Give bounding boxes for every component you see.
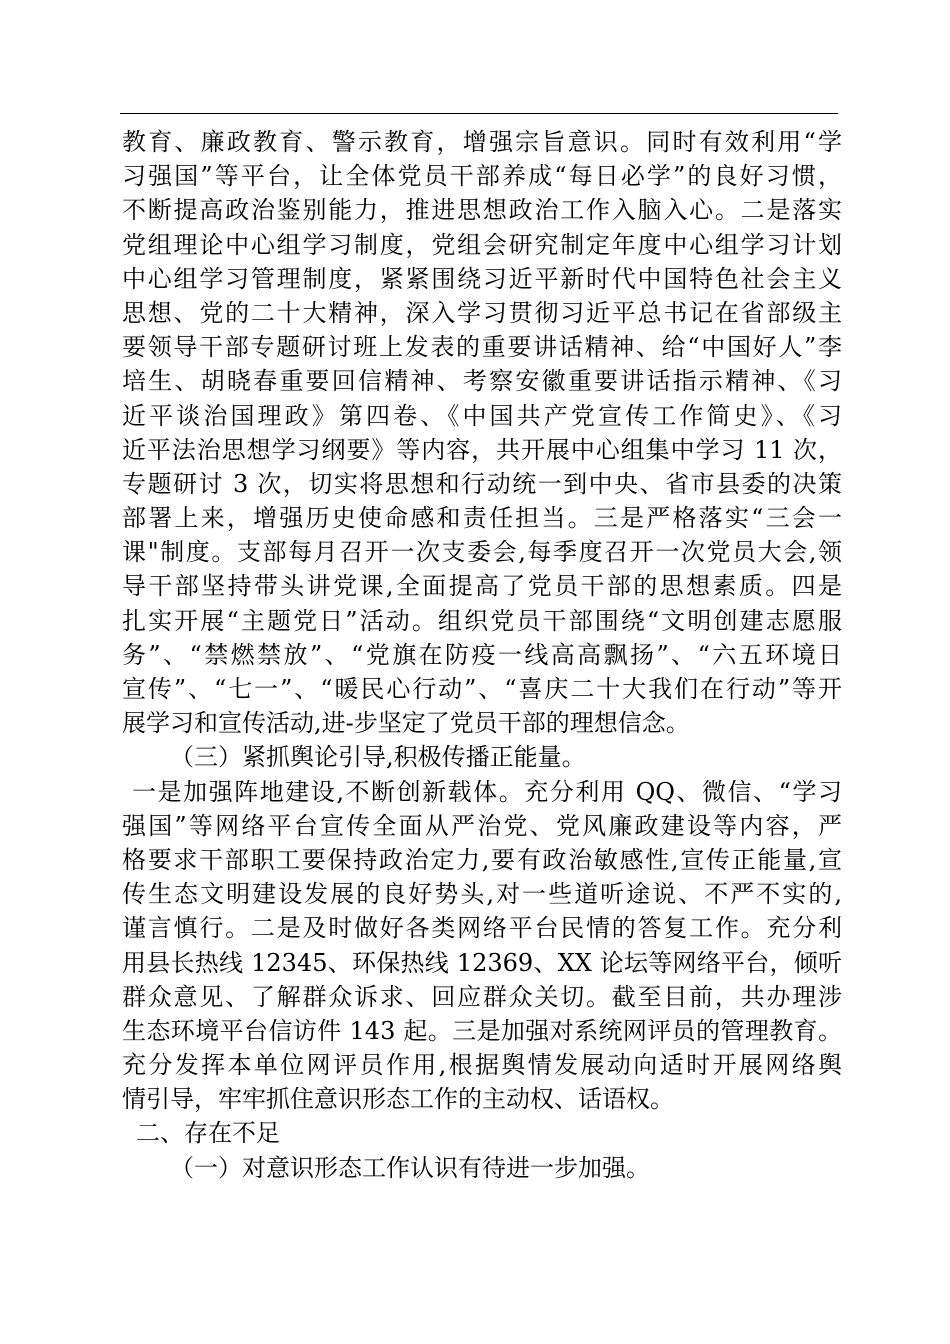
text-line: 用县长热线 12345、环保热线 12369、XX 论坛等网络平台，倾听 xyxy=(122,948,842,977)
text-line: 群众意见、了解群众诉求、回应群众关切。截至目前，共办理涉 xyxy=(122,982,842,1011)
text-line: 生态环境平台信访件 143 起。三是加强对系统网评员的管理教育。 xyxy=(122,1016,842,1045)
section-heading: 二、存在不足 xyxy=(136,1119,280,1148)
text-line: 一是加强阵地建设,不断创新载体。充分利用 QQ、微信、“学习 xyxy=(132,777,842,806)
text-line: 思想、党的二十大精神，深入学习贯彻习近平总书记在省部级主 xyxy=(122,298,842,327)
text-line: 宣传”、“七一”、“暖民心行动”、“喜庆二十大我们在行动”等开 xyxy=(122,675,842,703)
text-line: 近平谈治国理政》第四卷、《中国共产党宣传工作简史》、《习 xyxy=(122,401,842,430)
text-line: 谨言慎行。二是及时做好各类网络平台民情的答复工作。充分利 xyxy=(122,914,842,943)
header-rule xyxy=(120,113,838,114)
text-line: 中心组学习管理制度，紧紧围绕习近平新时代中国特色社会主义 xyxy=(122,264,842,293)
section-heading: （三）紧抓舆论引导,积极传播正能量。 xyxy=(170,743,586,772)
document-body xyxy=(122,125,842,1185)
text-line: 格要求干部职工要保持政治定力,要有政治敏感性,宣传正能量,宣 xyxy=(122,845,842,874)
text-line: 专题研讨 3 次，切实将思想和行动统一到中央、省市县委的决策 xyxy=(122,469,842,498)
text-line: 导干部坚持带头讲党课,全面提高了党员干部的思想素质。四是 xyxy=(122,572,842,601)
text-line: 课"制度。支部每月召开一次支委会,每季度召开一次党员大会,领 xyxy=(122,538,842,567)
text-line: 部署上来，增强历史使命感和责任担当。三是严格落实“三会一 xyxy=(122,504,842,533)
text-line: 习强国”等平台，让全体党员干部养成“每日必学”的良好习惯， xyxy=(122,162,842,191)
text-line: 展学习和宣传活动,进-步坚定了党员干部的理想信念。 xyxy=(122,709,690,738)
text-line: 充分发挥本单位网评员作用,根据舆情发展动向适时开展网络舆 xyxy=(122,1051,842,1080)
text-line: 传生态文明建设发展的良好势头,对一些道听途说、不严不实的, xyxy=(122,880,842,909)
text-line: 扎实开展“主题党日”活动。组织党员干部围绕“文明创建志愿服 xyxy=(122,606,842,635)
text-line: 情引导，牢牢抓住意识形态工作的主动权、话语权。 xyxy=(122,1085,674,1114)
text-line: 强国”等网络平台宣传全面从严治党、党风廉政建设等内容，严 xyxy=(122,811,842,840)
text-line: 不断提高政治鉴别能力，推进思想政治工作入脑入心。二是落实 xyxy=(122,196,842,225)
text-line: 务”、“禁燃禁放”、“党旗在防疫一线高高飘扬”、“六五环境日 xyxy=(122,640,842,669)
subsection-heading: （一）对意识形态工作认识有待进一步加强。 xyxy=(170,1153,650,1182)
text-line: 要领导干部专题研讨班上发表的重要讲话精神、给“中国好人”李 xyxy=(122,333,842,362)
text-line: 培生、胡晓春重要回信精神、考察安徽重要讲话指示精神、《习 xyxy=(122,367,842,396)
text-line: 党组理论中心组学习制度，党组会研究制定年度中心组学习计划 xyxy=(122,230,842,259)
text-line: 近平法治思想学习纲要》等内容，共开展中心组集中学习 11 次， xyxy=(122,435,842,464)
text-line: 教育、廉政教育、警示教育，增强宗旨意识。同时有效利用“学 xyxy=(122,128,842,156)
